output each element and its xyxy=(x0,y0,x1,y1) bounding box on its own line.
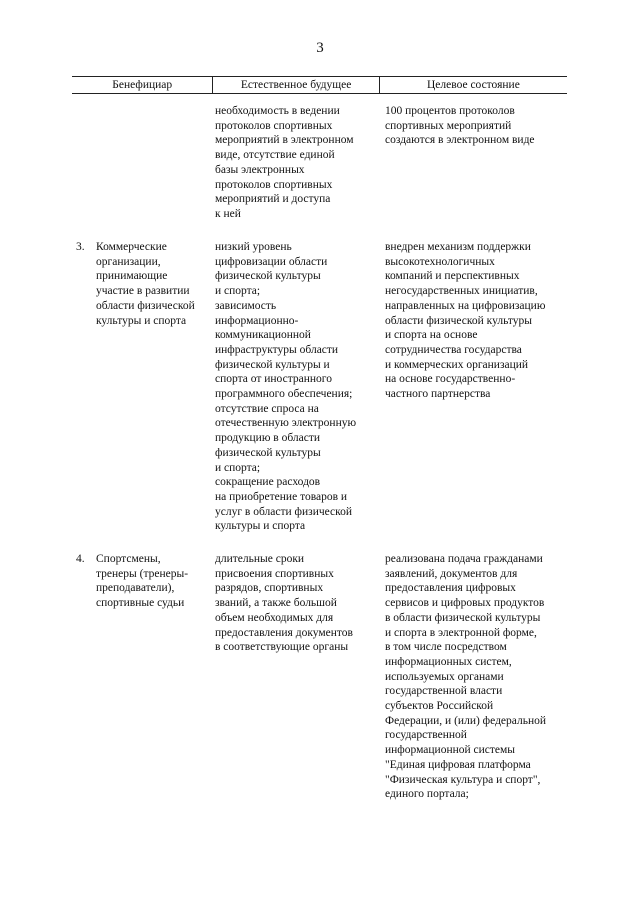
cell-text-line: частного партнерства xyxy=(385,388,491,401)
target-state-cell xyxy=(379,240,567,534)
cell-text-line: компаний и перспективных xyxy=(385,270,520,283)
target-state-cell xyxy=(379,552,567,802)
cell-text-line: сокращение расходов xyxy=(215,476,321,489)
cell-text-line: сервисов и цифровых продуктов xyxy=(385,597,545,610)
cell-text-line: зависимость xyxy=(215,299,277,312)
row-number xyxy=(72,104,96,222)
header-beneficiary: Бенефициар xyxy=(112,79,173,91)
cell-text-line: физической культуры и xyxy=(215,358,330,371)
cell-text-line: услуг в области физической xyxy=(215,505,353,518)
cell-text-line: длительные сроки xyxy=(215,553,305,565)
cell-text-line: физической культуры xyxy=(215,446,321,459)
cell-text-line: в том числе посредством xyxy=(385,641,507,654)
beneficiary-cell xyxy=(96,104,213,222)
cell-text-line: организации, xyxy=(96,255,161,268)
beneficiary-cell xyxy=(96,552,213,802)
cell-text-line: на основе государственно- xyxy=(385,373,516,386)
cell-text-line: необходимость в ведении xyxy=(215,105,340,117)
row-number: 4. xyxy=(76,553,85,565)
cell-text-line: используемых органами xyxy=(385,670,504,683)
cell-text-line: преподаватели), xyxy=(96,582,175,595)
cell-text-line: Федерации, и (или) федеральной xyxy=(385,714,547,727)
page-number: 3 xyxy=(316,40,324,56)
cell-text-line: объем необходимых для xyxy=(215,611,334,624)
cell-text-line: "Единая цифровая платформа xyxy=(385,758,531,771)
header-natural-future: Естественное будущее xyxy=(240,79,352,91)
beneficiary-cell xyxy=(96,240,213,534)
cell-text-line: отсутствие спроса на xyxy=(215,402,319,415)
cell-text-line: реализована подача гражданами xyxy=(385,553,543,565)
cell-text-line: Спортсмены, xyxy=(96,553,161,565)
cell-text-line: области физической xyxy=(96,299,195,312)
cell-text-line: базы электронных xyxy=(215,163,305,176)
cell-text-line: тренеры (тренеры- xyxy=(96,567,189,580)
cell-text-line: принимающие xyxy=(96,270,168,283)
cell-text-line: информационной системы xyxy=(385,744,516,757)
cell-text-line: продукцию в области xyxy=(215,432,321,445)
cell-text-line: в соответствующие органы xyxy=(215,641,349,654)
cell-text-line: в области физической культуры xyxy=(385,611,541,624)
cell-text-line: области физической культуры xyxy=(385,314,532,327)
cell-text-line: участие в развитии xyxy=(96,285,190,298)
natural-future-cell xyxy=(213,104,379,222)
cell-text-line: государственной власти xyxy=(385,685,503,698)
cell-text-line: званий, а также большой xyxy=(215,597,337,610)
cell-text-line: культуры и спорта xyxy=(215,520,306,533)
cell-text-line: мероприятий в электронном xyxy=(215,134,354,147)
cell-text-line: инфраструктуры области xyxy=(215,343,339,356)
natural-future-cell xyxy=(213,240,379,534)
cell-text-line: направленных на цифровизацию xyxy=(385,299,546,312)
cell-text-line: и спорта; xyxy=(215,461,261,474)
cell-text-line: разрядов, спортивных xyxy=(215,582,324,595)
cell-text-line: протоколов спортивных xyxy=(215,178,333,191)
cell-text-line: к ней xyxy=(215,207,241,220)
cell-text-line: Коммерческие xyxy=(96,241,167,253)
cell-text-line: предоставления цифровых xyxy=(385,582,516,595)
cell-text-line: создаются в электронном виде xyxy=(385,134,535,147)
cell-text-line: коммуникационной xyxy=(215,329,311,342)
cell-text-line: внедрен механизм поддержки xyxy=(385,241,531,253)
cell-text-line: и спорта в электронной форме, xyxy=(385,626,537,639)
cell-text-line: низкий уровень xyxy=(215,241,292,253)
cell-text-line: цифровизации области xyxy=(215,255,328,268)
cell-text-line: мероприятий и доступа xyxy=(215,193,331,206)
table-row xyxy=(72,104,567,222)
cell-text-line: предоставления документов xyxy=(215,626,353,639)
cell-text-line: виде, отсутствие единой xyxy=(215,149,335,162)
cell-text-line: заявлений, документов для xyxy=(385,567,518,580)
cell-text-line: единого портала; xyxy=(385,788,469,801)
natural-future-cell xyxy=(213,552,379,802)
cell-text-line: спорта от иностранного xyxy=(215,373,332,386)
cell-text-line: информационных систем, xyxy=(385,655,512,668)
target-state-cell xyxy=(379,104,567,222)
cell-text-line: 100 процентов протоколов xyxy=(385,105,515,117)
table-row xyxy=(72,240,567,534)
cell-text-line: сотрудничества государства xyxy=(385,343,522,356)
cell-text-line: государственной xyxy=(385,729,467,742)
cell-text-line: культуры и спорта xyxy=(96,314,187,327)
cell-text-line: спортивные судьи xyxy=(96,597,185,610)
cell-text-line: отечественную электронную xyxy=(215,417,357,430)
cell-text-line: и спорта на основе xyxy=(385,329,478,342)
cell-text-line: спортивных мероприятий xyxy=(385,119,512,132)
cell-text-line: негосударственных инициатив, xyxy=(385,285,538,298)
table-row xyxy=(72,552,567,802)
beneficiary-table xyxy=(72,76,567,801)
cell-text-line: присвоения спортивных xyxy=(215,567,334,580)
cell-text-line: "Физическая культура и спорт", xyxy=(385,773,541,786)
cell-text-line: физической культуры xyxy=(215,270,321,283)
cell-text-line: программного обеспечения; xyxy=(215,388,353,401)
cell-text-line: на приобретение товаров и xyxy=(215,490,348,503)
row-number: 3. xyxy=(76,241,85,253)
table-header xyxy=(72,76,567,94)
cell-text-line: протоколов спортивных xyxy=(215,119,333,132)
cell-text-line: и коммерческих организаций xyxy=(385,358,529,371)
cell-text-line: субъектов Российской xyxy=(385,700,494,713)
cell-text-line: информационно- xyxy=(215,314,299,327)
header-target-state: Целевое состояние xyxy=(426,79,520,91)
cell-text-line: высокотехнологичных xyxy=(385,255,495,268)
cell-text-line: и спорта; xyxy=(215,285,261,298)
